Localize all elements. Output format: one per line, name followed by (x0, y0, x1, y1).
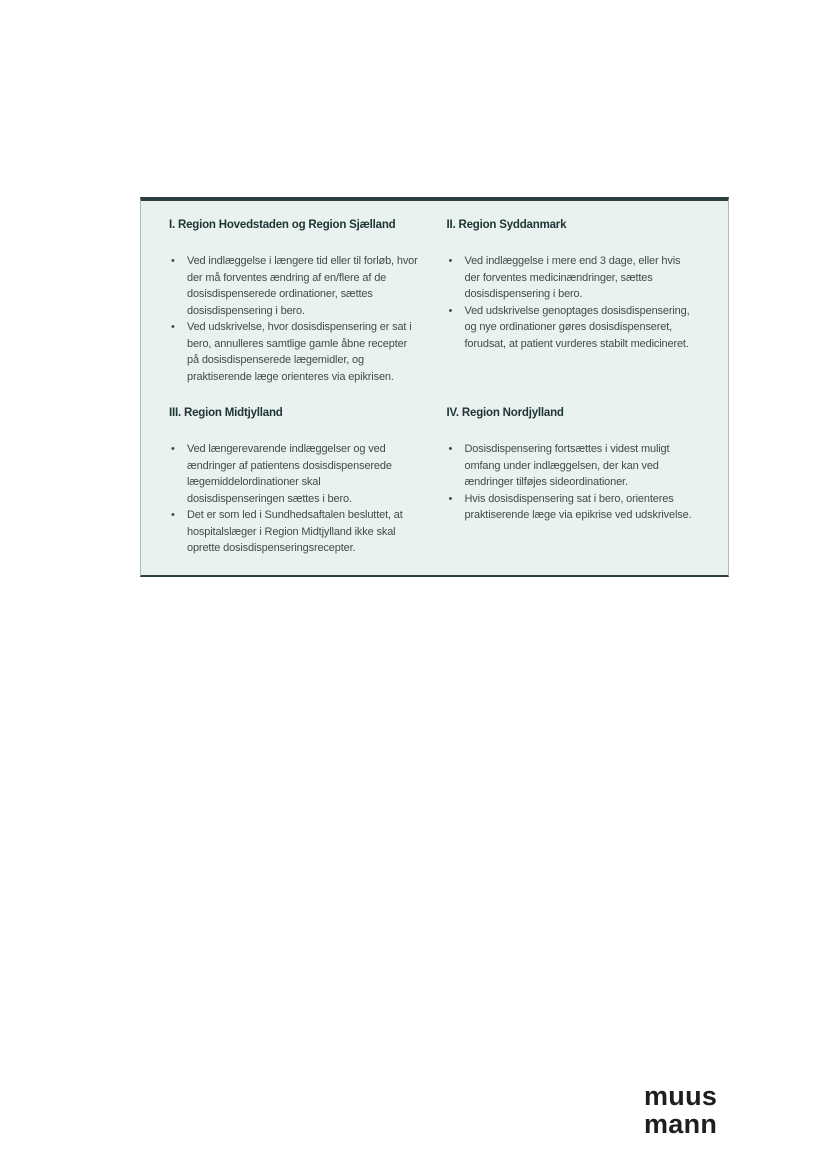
bullet-item: • Ved udskrivelse, hvor dosisdispensering er sat i bero, annulleres samtlige gamle åbne recepter på dosisdispenserede lægemidler, og praktiserende læge orienteres via epikrisen. (169, 319, 421, 385)
section-region-midtjylland (169, 407, 421, 557)
bullet-item: • Ved indlæggelse i længere tid eller til forløb, hvor der må forventes ændring af en/flere af de dosisdispenserede ordinationer, sættes dosisdispensering i bero. (169, 253, 421, 319)
bullet-item: • Ved udskrivelse genoptages dosisdispensering, og nye ordinationer gøres dosisdispenseret, forudsat, at patient vurderes stabilt medicineret. (447, 303, 699, 353)
bullet-item: • Ved længerevarende indlæggelser og ved ændringer af patientens dosisdispenserede lægemiddelordinationer skal dosisdispenseringen sættes i bero. (169, 441, 421, 507)
section-heading: III. Region Midtjylland (169, 407, 283, 419)
section-heading: IV. Region Nordjylland (446, 407, 564, 419)
bullet-list (447, 441, 699, 524)
muusmann-logo (644, 1082, 717, 1138)
section-region-nordjylland (447, 407, 699, 557)
section-region-hovedstaden-sjaelland (169, 219, 421, 385)
bullet-item: • Hvis dosisdispensering sat i bero, orienteres praktiserende læge via epikrise ved udskrivelse. (447, 491, 699, 524)
bullet-list (169, 441, 421, 557)
regions-info-panel (140, 197, 729, 577)
muusmann-logo-line2: mann (644, 1109, 718, 1139)
section-heading: I. Region Hovedstaden og Region Sjælland (169, 219, 396, 231)
section-heading: II. Region Syddanmark (446, 219, 567, 231)
section-region-syddanmark (447, 219, 699, 385)
bullet-list (169, 253, 421, 385)
muusmann-logo-line1: muus (644, 1081, 718, 1111)
bullet-item: • Dosisdispensering fortsættes i videst muligt omfang under indlæggelsen, der kan ved ændringer tilføjes sideordinationer. (447, 441, 699, 491)
bullet-list (447, 253, 699, 352)
bullet-item: • Det er som led i Sundhedsaftalen besluttet, at hospitalslæger i Region Midtjylland ikke skal oprette dosisdispenseringsrecepter. (169, 507, 421, 557)
bullet-item: • Ved indlæggelse i mere end 3 dage, eller hvis der forventes medicinændringer, sættes dosisdispensering i bero. (447, 253, 699, 303)
